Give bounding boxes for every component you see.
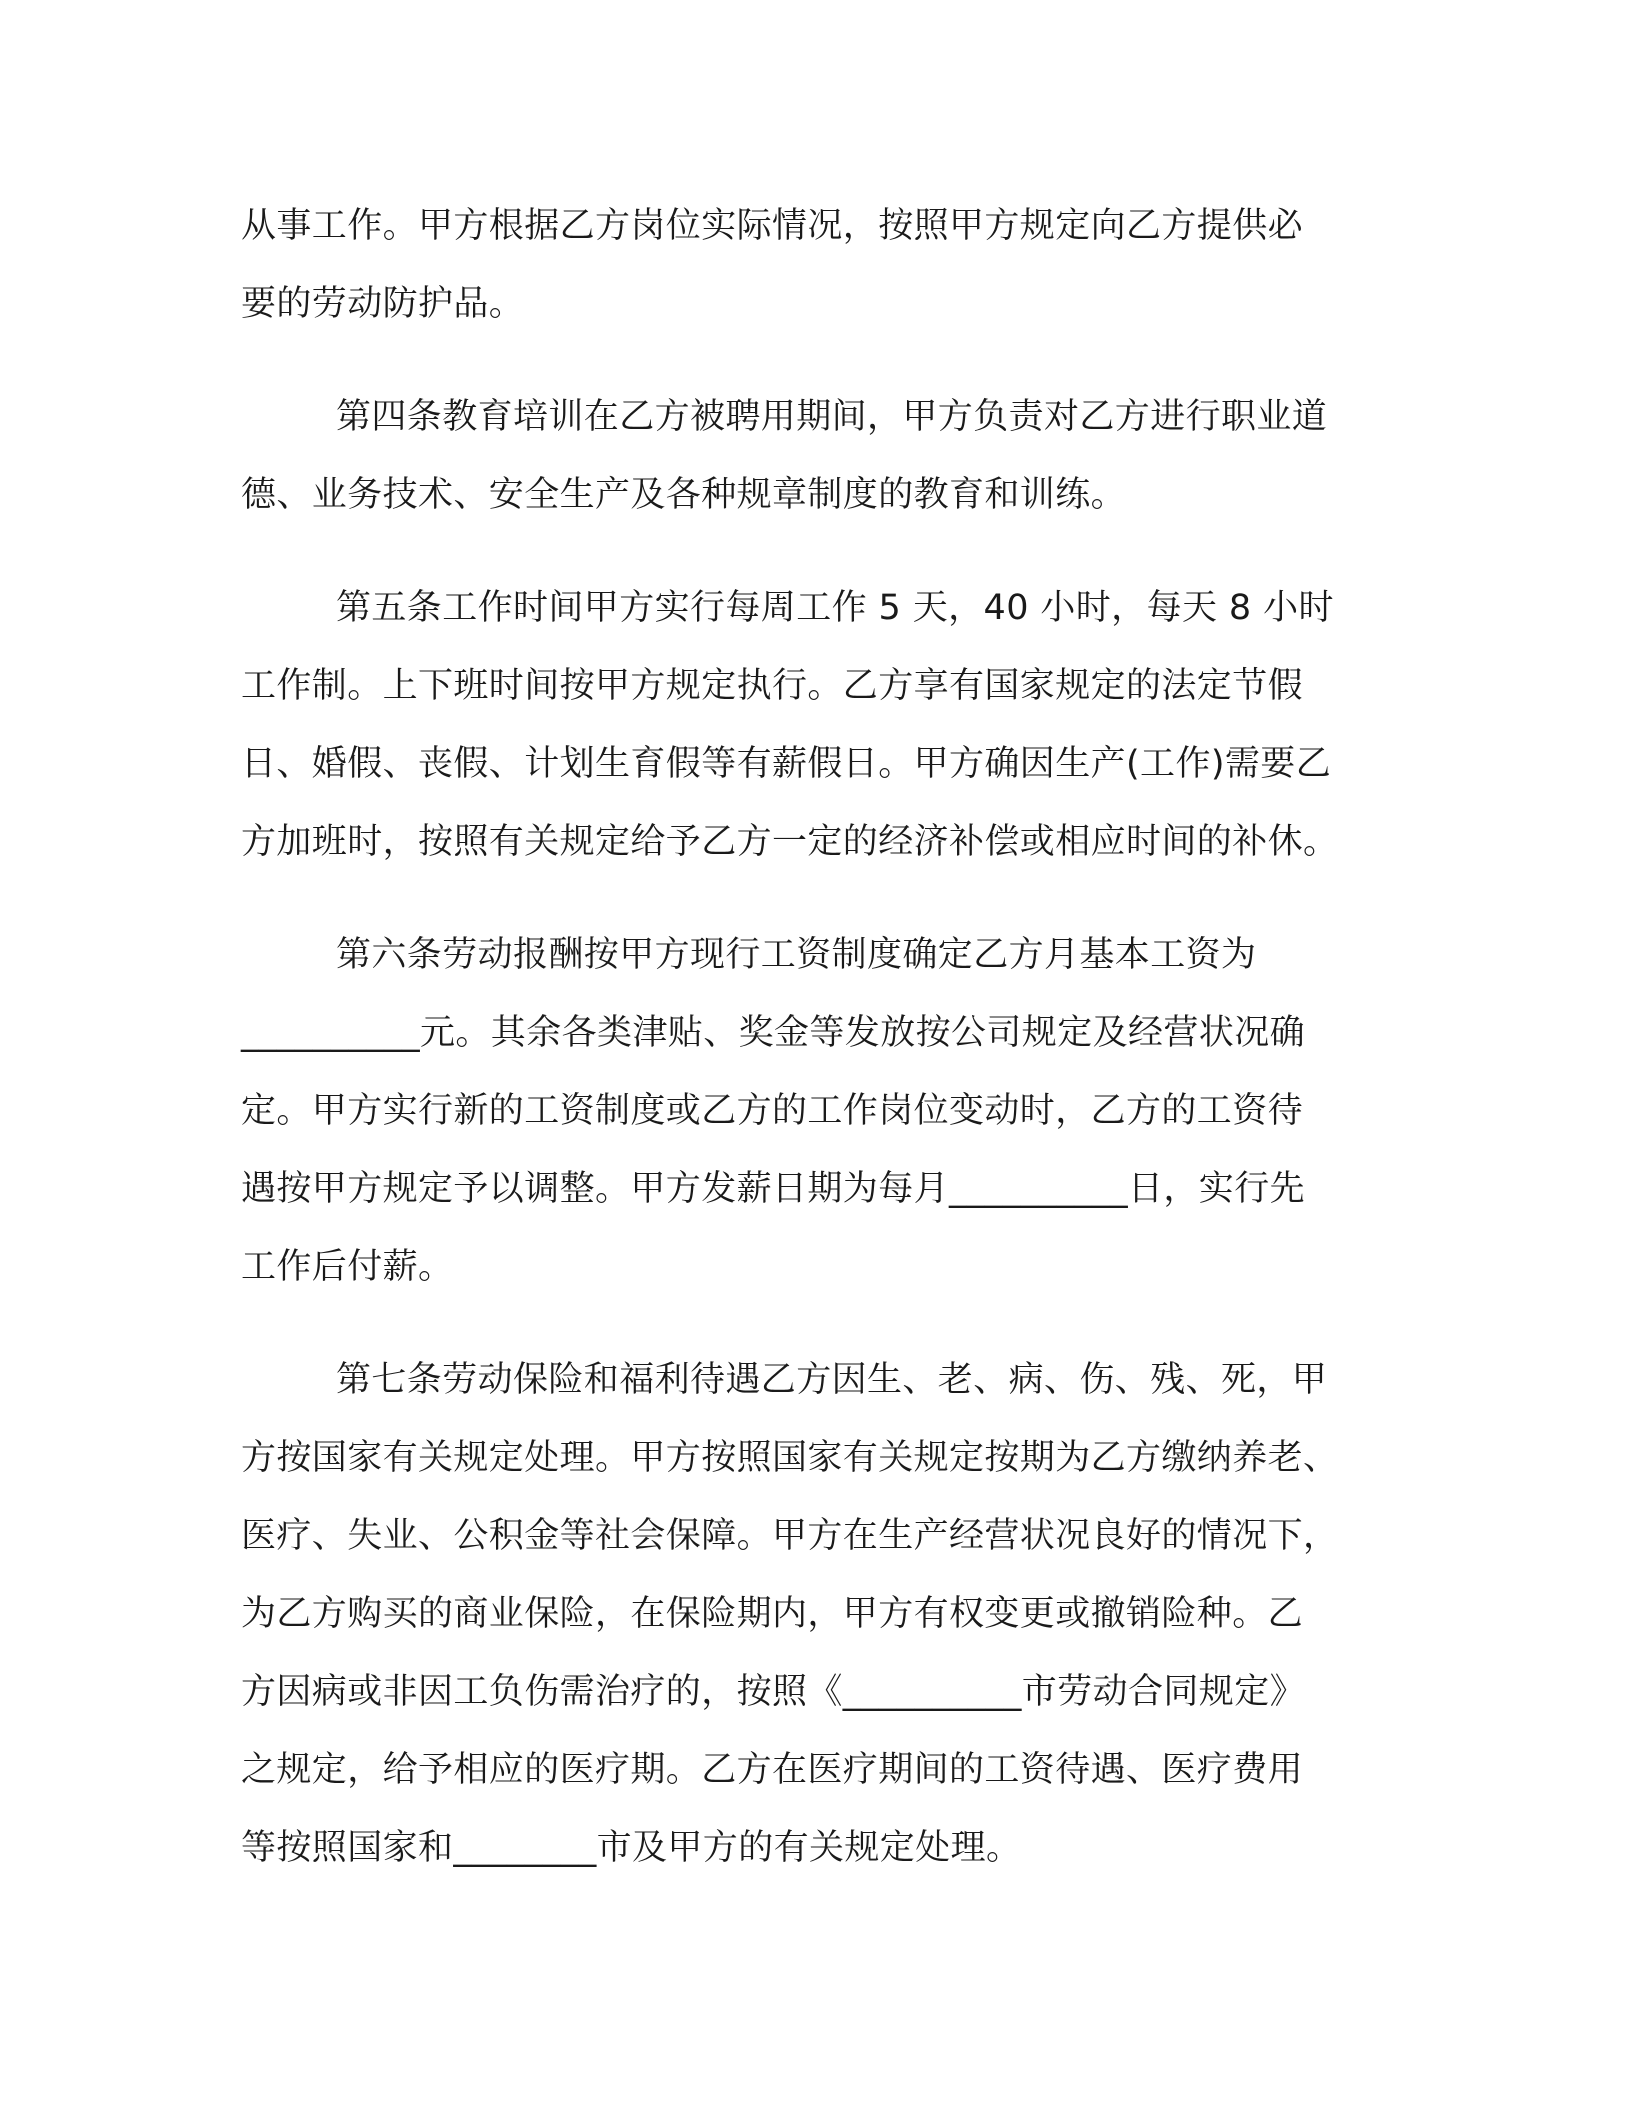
text-line: 第六条劳动报酬按甲方现行工资制度确定乙方月基本工资为 — [336, 935, 1257, 975]
text-line: 方因病或非因工负伤需治疗的，按照《__________市劳动合同规定》 — [241, 1672, 1306, 1712]
text-line: 之规定，给予相应的医疗期。乙方在医疗期间的工资待遇、医疗费用 — [241, 1750, 1304, 1790]
text-line: 第四条教育培训在乙方被聘用期间，甲方负责对乙方进行职业道 — [336, 397, 1328, 437]
paragraph-continuation — [241, 187, 1386, 343]
text-line: 方加班时，按照有关规定给予乙方一定的经济补偿或相应时间的补休。 — [241, 822, 1339, 862]
text-line: 第七条劳动保险和福利待遇乙方因生、老、病、伤、残、死，甲 — [336, 1360, 1328, 1400]
text-line: 等按照国家和________市及甲方的有关规定处理。 — [241, 1828, 1022, 1868]
text-line: 工作制。上下班时间按甲方规定执行。乙方享有国家规定的法定节假 — [241, 666, 1304, 706]
text-line: 医疗、失业、公积金等社会保障。甲方在生产经营状况良好的情况下， — [241, 1516, 1339, 1556]
text-line: 德、业务技术、安全生产及各种规章制度的教育和训练。 — [241, 475, 1127, 515]
text-line: 日、婚假、丧假、计划生育假等有薪假日。甲方确因生产(工作)需要乙 — [241, 744, 1332, 784]
text-line: 方按国家有关规定处理。甲方按照国家有关规定按期为乙方缴纳养老、 — [241, 1438, 1339, 1478]
text-line: 工作后付薪。 — [241, 1247, 454, 1287]
text-line: 要的劳动防护品。 — [241, 284, 525, 324]
paragraph-article-5 — [241, 569, 1386, 881]
document-body — [241, 187, 1386, 1922]
text-line: 第五条工作时间甲方实行每周工作 5 天，40 小时，每天 8 小时 — [336, 588, 1334, 628]
text-line: 定。甲方实行新的工资制度或乙方的工作岗位变动时，乙方的工资待 — [241, 1091, 1304, 1131]
paragraph-article-6 — [241, 916, 1386, 1306]
text-line: 为乙方购买的商业保险，在保险期内，甲方有权变更或撤销险种。乙 — [241, 1594, 1304, 1634]
text-line: __________元。其余各类津贴、奖金等发放按公司规定及经营状况确 — [241, 1013, 1306, 1053]
paragraph-article-4 — [241, 378, 1386, 534]
text-line: 遇按甲方规定予以调整。甲方发薪日期为每月__________日，实行先 — [241, 1169, 1306, 1209]
text-line: 从事工作。甲方根据乙方岗位实际情况，按照甲方规定向乙方提供必 — [241, 206, 1304, 246]
paragraph-article-7 — [241, 1341, 1386, 1887]
